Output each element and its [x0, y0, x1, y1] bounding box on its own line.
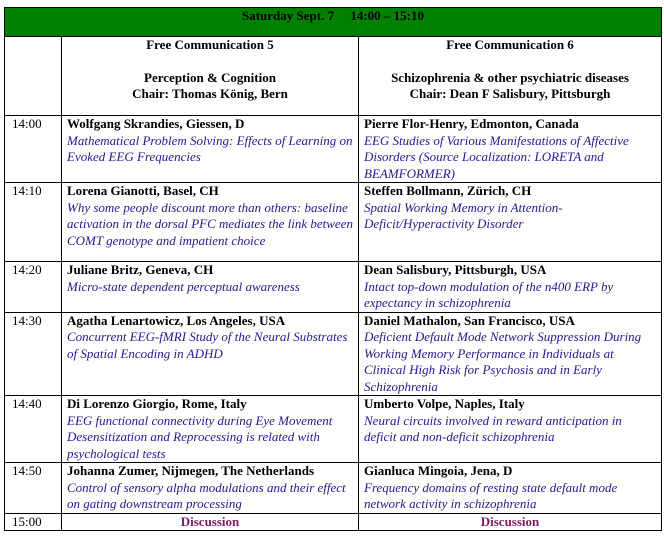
talk-title: Micro-state dependent perceptual awareness — [67, 278, 300, 294]
talk-title: Concurrent EEG-fMRI Study of the Neural Substrates of Spatial Encoding in ADHD — [67, 329, 348, 361]
column-headers — [5, 37, 662, 116]
talk-cell — [62, 396, 359, 463]
time-slot: 14:30 — [5, 312, 62, 396]
speaker-name: Juliane Britz, Geneva, CH — [67, 262, 214, 277]
discussion-label: Discussion — [359, 513, 662, 531]
time-slot: 14:00 — [5, 116, 62, 183]
talk-cell — [359, 183, 662, 262]
table-row — [5, 116, 662, 183]
session-6-heading: Free Communication 6 — [446, 37, 574, 52]
talk-cell — [359, 396, 662, 463]
talk-title: Mathematical Problem Solving: Effects of Learning on Evoked EEG Frequencies — [67, 132, 353, 164]
speaker-name: Steffen Bollmann, Zürich, CH — [364, 183, 532, 198]
session-5-heading: Free Communication 5 — [146, 37, 274, 52]
talk-title: Neural circuits involved in reward anticipation in deficit and non-deficit schizophrenia — [364, 412, 622, 444]
talk-cell — [62, 183, 359, 262]
session-6-header — [359, 37, 662, 116]
speaker-name: Dean Salisbury, Pittsburgh, USA — [364, 262, 547, 277]
schedule-table — [4, 7, 662, 531]
table-row — [5, 396, 662, 463]
talk-title: EEG functional connectivity during Eye Movement Desensitization and Reprocessing is related with psychological tests — [67, 412, 333, 461]
discussion-row — [5, 513, 662, 531]
talk-cell — [359, 312, 662, 396]
time-slot: 14:40 — [5, 396, 62, 463]
talk-cell — [62, 262, 359, 313]
speaker-name: Johanna Zumer, Nijmegen, The Netherlands — [67, 463, 315, 478]
discussion-label: Discussion — [62, 513, 359, 531]
talk-title: Intact top-down modulation of the n400 ERP by expectancy in schizophrenia — [364, 278, 614, 310]
talk-title: EEG Studies of Various Manifestations of Affective Disorders (Source Localization: LORETA and BEAMFORMER) — [364, 132, 629, 181]
table-row — [5, 262, 662, 313]
speaker-name: Wolfgang Skrandies, Giessen, D — [67, 116, 245, 131]
session-5-chair: Chair: Thomas König, Bern — [132, 86, 288, 101]
talk-cell — [62, 116, 359, 183]
talk-cell — [359, 116, 662, 183]
session-6-topic: Schizophrenia & other psychiatric diseases — [391, 69, 629, 85]
time-header-cell — [5, 37, 62, 116]
talk-cell — [62, 463, 359, 514]
time-slot: 14:20 — [5, 262, 62, 313]
time-slot: 15:00 — [5, 513, 62, 531]
table-row — [5, 463, 662, 514]
time-slot: 14:10 — [5, 183, 62, 262]
speaker-name: Daniel Mathalon, San Francisco, USA — [364, 312, 575, 328]
speaker-name: Di Lorenzo Giorgio, Rome, Italy — [67, 396, 247, 411]
talk-cell — [359, 262, 662, 313]
talk-title: Why some people discount more than others: baseline activation in the dorsal PFC mediates the link between COMT genotype and impatient choice — [67, 199, 353, 248]
talk-cell — [359, 463, 662, 514]
table-row — [5, 183, 662, 262]
session-6-chair: Chair: Dean F Salisbury, Pittsburgh — [409, 86, 611, 101]
session-title: Saturday Sept. 7 14:00 – 15:10 — [5, 8, 662, 37]
session-5-header — [62, 37, 359, 116]
speaker-name: Lorena Gianotti, Basel, CH — [67, 183, 219, 198]
talk-cell — [62, 312, 359, 396]
speaker-name: Umberto Volpe, Naples, Italy — [364, 396, 525, 411]
time-slot: 14:50 — [5, 463, 62, 514]
talk-title: Deficient Default Mode Network Suppression During Working Memory Performance in Individuals at Clinical High Risk for Psychosis and in Early Schizophrenia — [364, 329, 642, 394]
table-row — [5, 312, 662, 396]
talk-title: Frequency domains of resting state default mode network activity in schizophrenia — [364, 479, 618, 511]
speaker-name: Pierre Flor-Henry, Edmonton, Canada — [364, 116, 579, 131]
session-5-topic: Perception & Cognition — [144, 69, 276, 85]
talk-title: Control of sensory alpha modulations and their effect on gating downstream processing — [67, 479, 346, 511]
speaker-name: Gianluca Mingoia, Jena, D — [364, 463, 513, 478]
speaker-name: Agatha Lenartowicz, Los Angeles, USA — [67, 312, 286, 328]
session-banner — [5, 8, 662, 37]
talk-title: Spatial Working Memory in Attention-Deficit/Hyperactivity Disorder — [364, 199, 563, 231]
